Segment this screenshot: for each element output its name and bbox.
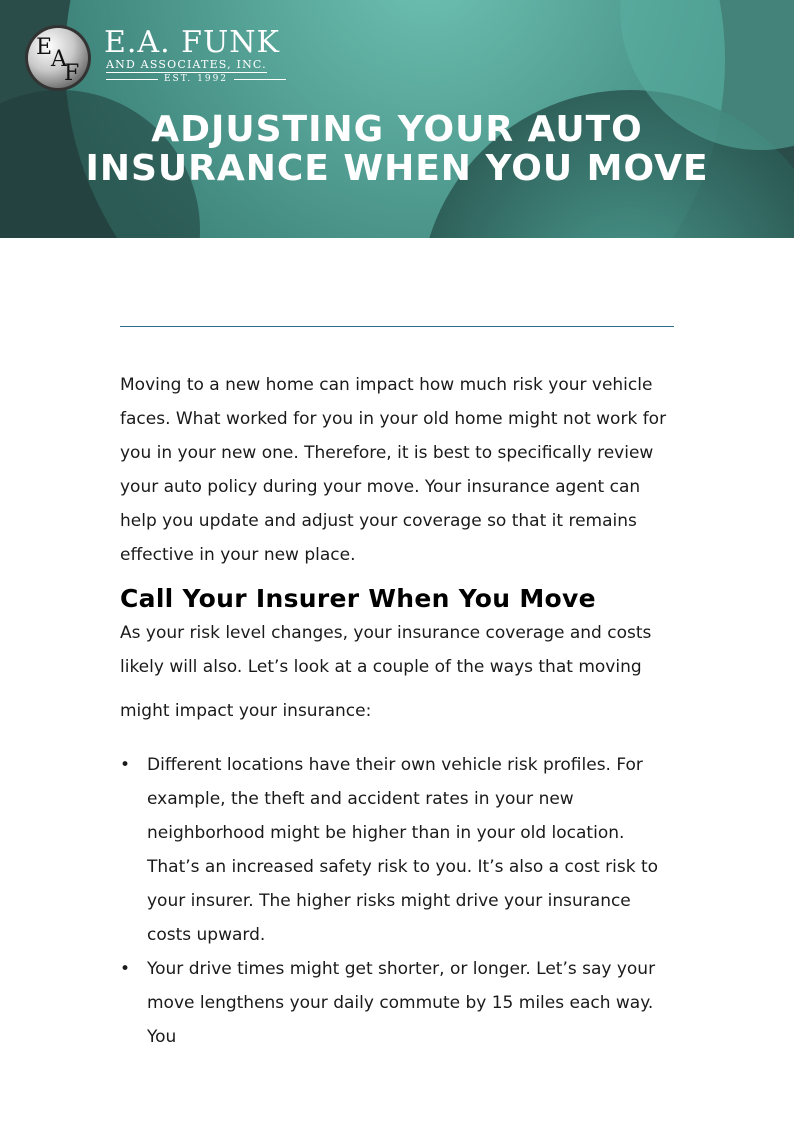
bullet-icon: • bbox=[120, 959, 131, 979]
logo-seal-icon bbox=[24, 24, 92, 92]
page-header bbox=[0, 0, 794, 238]
logo-company-name: E.A. FUNK bbox=[104, 25, 280, 60]
bullet-list bbox=[120, 748, 680, 1054]
section-divider bbox=[120, 326, 674, 327]
list-item-text: Your drive times might get shorter, or longer. Let’s say your move lengthens your daily commute by 15 miles each way. You bbox=[147, 959, 656, 1047]
svg-text:E: E bbox=[36, 35, 53, 60]
logo-established-row bbox=[106, 72, 286, 86]
svg-text:F: F bbox=[64, 61, 80, 86]
company-logo bbox=[24, 24, 294, 94]
list-item-text: Different locations have their own vehicle risk profiles. For example, the theft and accident rates in your new neighborhood might be higher than in your old location. That’s an increased safety risk to you. It’s also a cost risk to your insurer. The higher risks might drive your insurance costs upward. bbox=[147, 755, 659, 945]
logo-company-subtitle: AND ASSOCIATES, INC. bbox=[106, 58, 267, 71]
article-body bbox=[120, 368, 680, 1054]
section-intro-paragraph: As your risk level changes, your insurance coverage and costs likely will also. Let’s look at a couple of the ways that moving bbox=[120, 623, 652, 677]
list-item bbox=[120, 748, 680, 952]
section-heading: Call Your Insurer When You Move bbox=[120, 584, 596, 613]
logo-established: EST. 1992 bbox=[163, 74, 229, 84]
page-title-line-1: ADJUSTING YOUR AUTO bbox=[151, 109, 643, 150]
section-intro-continuation: might impact your insurance: bbox=[120, 701, 372, 721]
list-item bbox=[120, 952, 680, 1054]
logo-divider-right bbox=[234, 79, 286, 80]
svg-text:A: A bbox=[51, 47, 67, 72]
logo-divider-left bbox=[106, 79, 158, 80]
page-title bbox=[0, 110, 794, 188]
bullet-icon: • bbox=[120, 755, 131, 775]
intro-paragraph: Moving to a new home can impact how much risk your vehicle faces. What worked for you in your old home might not work for you in your new one. Therefore, it is best to specifically review your auto policy during your move. Your insurance agent can help you update and adjust your coverage so that it remains effective in your new place. bbox=[120, 375, 667, 565]
page-title-line-2: INSURANCE WHEN YOU MOVE bbox=[85, 148, 709, 189]
